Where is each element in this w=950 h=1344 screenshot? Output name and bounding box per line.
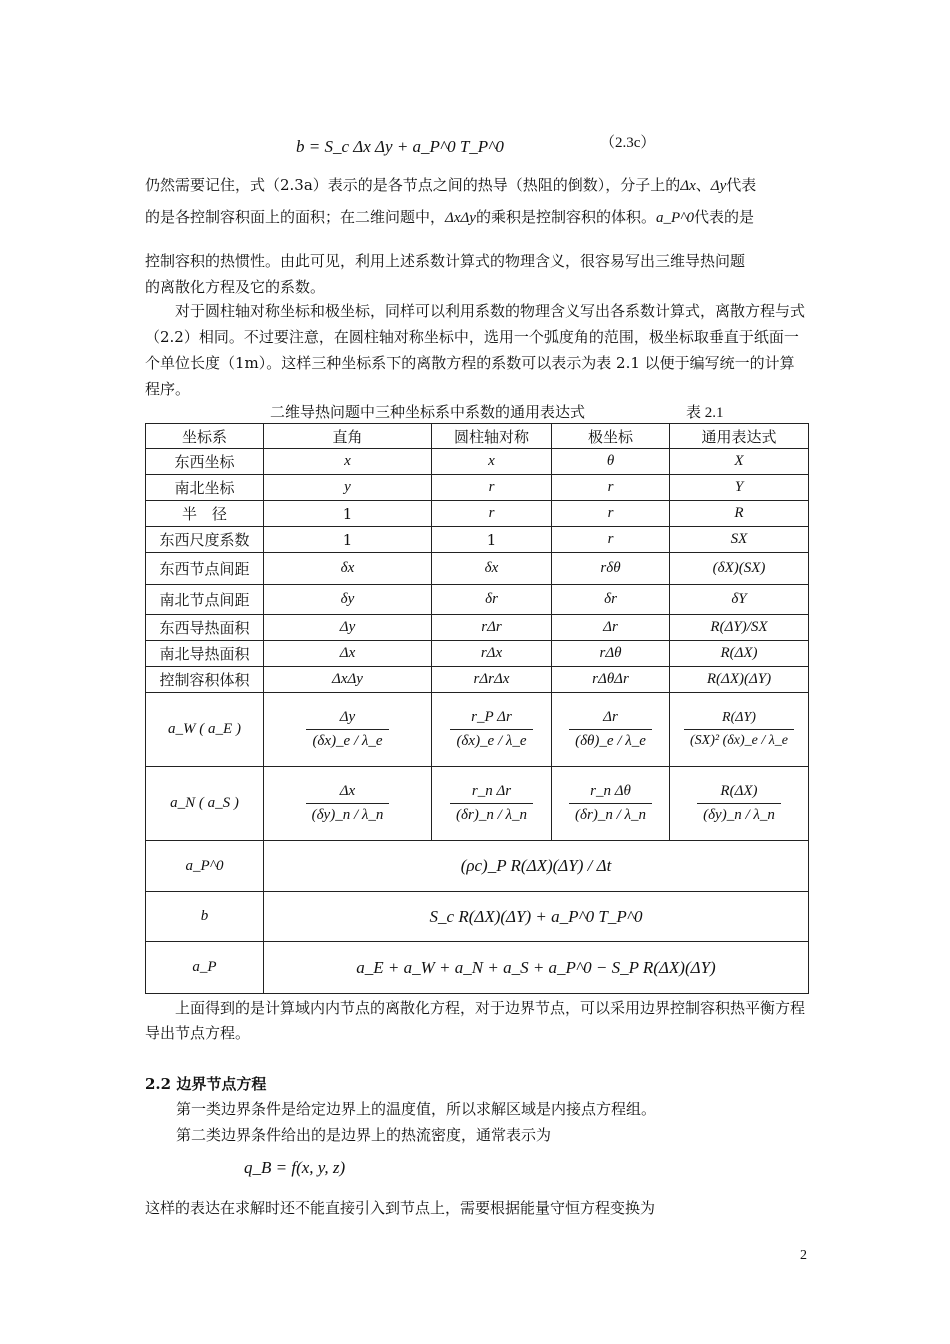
cell: δr: [432, 585, 552, 615]
cell: ΔxΔy: [264, 667, 432, 693]
row-label: 控制容积体积: [146, 667, 264, 693]
row-label-ap: a_P: [146, 942, 264, 994]
para1-text-end: 代表: [726, 176, 757, 194]
denominator: (δr)_n / λ_n: [575, 807, 646, 823]
delta-x-symbol: Δx: [680, 178, 696, 194]
fraction: [569, 709, 652, 750]
cell-fraction: [264, 767, 432, 841]
table-row: [146, 501, 809, 527]
row-label: 东西坐标: [146, 449, 264, 475]
cell: δr: [552, 585, 670, 615]
dxdy-symbol: ΔxΔy: [445, 210, 476, 226]
numerator: r_P Δr: [450, 709, 532, 730]
cell-fraction: [264, 693, 432, 767]
ap0-expression: (ρc)_P R(ΔX)(ΔY) / Δt: [264, 841, 809, 892]
cell: Δx: [264, 641, 432, 667]
cell-fraction: [552, 693, 670, 767]
table-row-aw: [146, 693, 809, 767]
cell: x: [432, 449, 552, 475]
cell-fraction: [552, 767, 670, 841]
denominator: (δy)_n / λ_n: [703, 807, 775, 823]
cell: r: [432, 501, 552, 527]
numerator: Δx: [306, 783, 390, 804]
table-row: [146, 475, 809, 501]
denominator: (δx)_e / λ_e: [312, 733, 383, 749]
table-label: 表 2.1: [686, 405, 724, 421]
table-row: [146, 449, 809, 475]
section-heading: 2.2 边界节点方程: [145, 1075, 267, 1093]
coefficient-table: [145, 423, 809, 994]
para3: 上面得到的是计算域内内节点的离散化方程，对于边界节点，可以采用边界控制容积热平衡方程导出节点方程。: [145, 999, 806, 1042]
table-row-b: [146, 892, 809, 942]
table-header: 极坐标: [552, 424, 670, 449]
cell: R(ΔY)/SX: [670, 615, 809, 641]
table-row-an: [146, 767, 809, 841]
cell: Δr: [552, 615, 670, 641]
row-label: 南北导热面积: [146, 641, 264, 667]
para1-line4: 的离散化方程及它的系数。: [145, 278, 326, 296]
table-row: [146, 553, 809, 585]
numerator: R(ΔX): [697, 783, 781, 804]
denominator: (SX)² (δx)_e / λ_e: [690, 733, 788, 748]
section-line1: 第一类边界条件是给定边界上的温度值，所以求解区域是内接点方程组。: [176, 1100, 657, 1118]
b-expression: S_c R(ΔX)(ΔY) + a_P^0 T_P^0: [264, 892, 809, 942]
cell: δy: [264, 585, 432, 615]
ap0-symbol: a_P^0: [655, 210, 694, 226]
cell: Y: [670, 475, 809, 501]
cell: (δX)(SX): [670, 553, 809, 585]
para1-line1: [145, 174, 807, 195]
table-row: [146, 615, 809, 641]
para2: 对于圆柱轴对称坐标和极坐标，同样可以利用系数的物理含义写出各系数计算式，离散方程与式（2.2）相同。不过要注意，在圆柱轴对称坐标中，选用一个弧度角的范围，极坐标取垂直于纸面一个单位长度（1m）。这样三种坐标系下的离散方程的系数可以表示为表 2.1 以便于编写统一的计算程序。: [145, 302, 806, 398]
denominator: (δy)_n / λ_n: [311, 807, 384, 823]
denominator: (δθ)_e / λ_e: [575, 733, 646, 749]
cell: x: [264, 449, 432, 475]
numerator: R(ΔY): [684, 710, 794, 730]
fraction: [450, 783, 533, 824]
cell-fraction: [670, 767, 809, 841]
cell: r: [552, 475, 670, 501]
para1-line3: 控制容积的热惯性。由此可见，利用上述系数计算式的物理含义，很容易写出三维导热问题: [145, 252, 746, 270]
table-row: [146, 585, 809, 615]
equation-number: （2.3c）: [600, 135, 656, 151]
ap-expression: a_E + a_W + a_N + a_S + a_P^0 − S_P R(ΔX)(ΔY): [264, 942, 809, 994]
section-line2: 第二类边界条件给出的是边界上的热流密度，通常表示为: [176, 1126, 552, 1144]
cell-fraction: [670, 693, 809, 767]
equation-2-3c: b = S_c Δx Δy + a_P^0 T_P^0: [296, 137, 504, 156]
denominator: (δx)_e / λ_e: [456, 733, 527, 749]
cell: δx: [264, 553, 432, 585]
cell-fraction: [432, 767, 552, 841]
denominator: (δr)_n / λ_n: [456, 807, 527, 823]
fraction: [306, 783, 390, 824]
table-row-ap0: [146, 841, 809, 892]
page-number: 2: [800, 1248, 807, 1263]
row-label: 东西导热面积: [146, 615, 264, 641]
cell: SX: [670, 527, 809, 553]
heat-flux-equation: q_B = f(x, y, z): [244, 1158, 346, 1177]
row-label-an: a_N ( a_S ): [146, 767, 264, 841]
cell: r: [552, 501, 670, 527]
cell: θ: [552, 449, 670, 475]
table-caption: 二维导热问题中三种坐标系中系数的通用表达式: [270, 403, 586, 421]
cell: rΔrΔx: [432, 667, 552, 693]
cell: r: [552, 527, 670, 553]
fraction: [306, 709, 388, 750]
table-header: 坐标系: [146, 424, 264, 449]
cell: rδθ: [552, 553, 670, 585]
cell: R: [670, 501, 809, 527]
fraction: [569, 783, 652, 824]
cell: rΔθΔr: [552, 667, 670, 693]
cell: 1: [432, 527, 552, 553]
cell: rΔx: [432, 641, 552, 667]
row-label: 半 径: [146, 501, 264, 527]
cell: X: [670, 449, 809, 475]
numerator: Δr: [569, 709, 652, 730]
cell: r: [432, 475, 552, 501]
table-row: [146, 667, 809, 693]
row-label-aw: a_W ( a_E ): [146, 693, 264, 767]
row-label-ap0: a_P^0: [146, 841, 264, 892]
para1-text: 仍然需要记住，式（2.3a）表示的是各节点之间的热导（热阻的倒数），分子上的: [145, 176, 681, 194]
fraction: [697, 783, 781, 824]
numerator: r_n Δr: [450, 783, 533, 804]
row-label-b: b: [146, 892, 264, 942]
section-line3: 这样的表达在求解时还不能直接引入到节点上，需要根据能量守恒方程变换为: [145, 1199, 656, 1217]
cell: R(ΔX): [670, 641, 809, 667]
row-label: 南北坐标: [146, 475, 264, 501]
fraction: [684, 710, 794, 749]
table-row: [146, 527, 809, 553]
table-header-row: [146, 424, 809, 449]
cell: y: [264, 475, 432, 501]
cell: δx: [432, 553, 552, 585]
fraction: [450, 709, 532, 750]
cell: rΔθ: [552, 641, 670, 667]
row-label: 东西节点间距: [146, 553, 264, 585]
para1-text: 的乘积是控制容积的体积。: [475, 208, 656, 226]
cell: 1: [264, 527, 432, 553]
delta-y-symbol: Δy: [710, 178, 727, 194]
cell: rΔr: [432, 615, 552, 641]
table-row-ap: [146, 942, 809, 994]
cell-fraction: [432, 693, 552, 767]
para1-text: 的是各控制容积面上的面积；在二维问题中，: [145, 208, 446, 226]
separator: 、: [695, 176, 711, 194]
cell: δY: [670, 585, 809, 615]
row-label: 东西尺度系数: [146, 527, 264, 553]
table-header: 圆柱轴对称: [432, 424, 552, 449]
numerator: r_n Δθ: [569, 783, 652, 804]
table-header: 通用表达式: [670, 424, 809, 449]
cell: Δy: [264, 615, 432, 641]
table-header: 直角: [264, 424, 432, 449]
row-label: 南北节点间距: [146, 585, 264, 615]
cell: R(ΔX)(ΔY): [670, 667, 809, 693]
table-row: [146, 641, 809, 667]
numerator: Δy: [306, 709, 388, 730]
para1-line2: [145, 206, 807, 227]
cell: 1: [264, 501, 432, 527]
para1-text: 代表的是: [693, 208, 754, 226]
